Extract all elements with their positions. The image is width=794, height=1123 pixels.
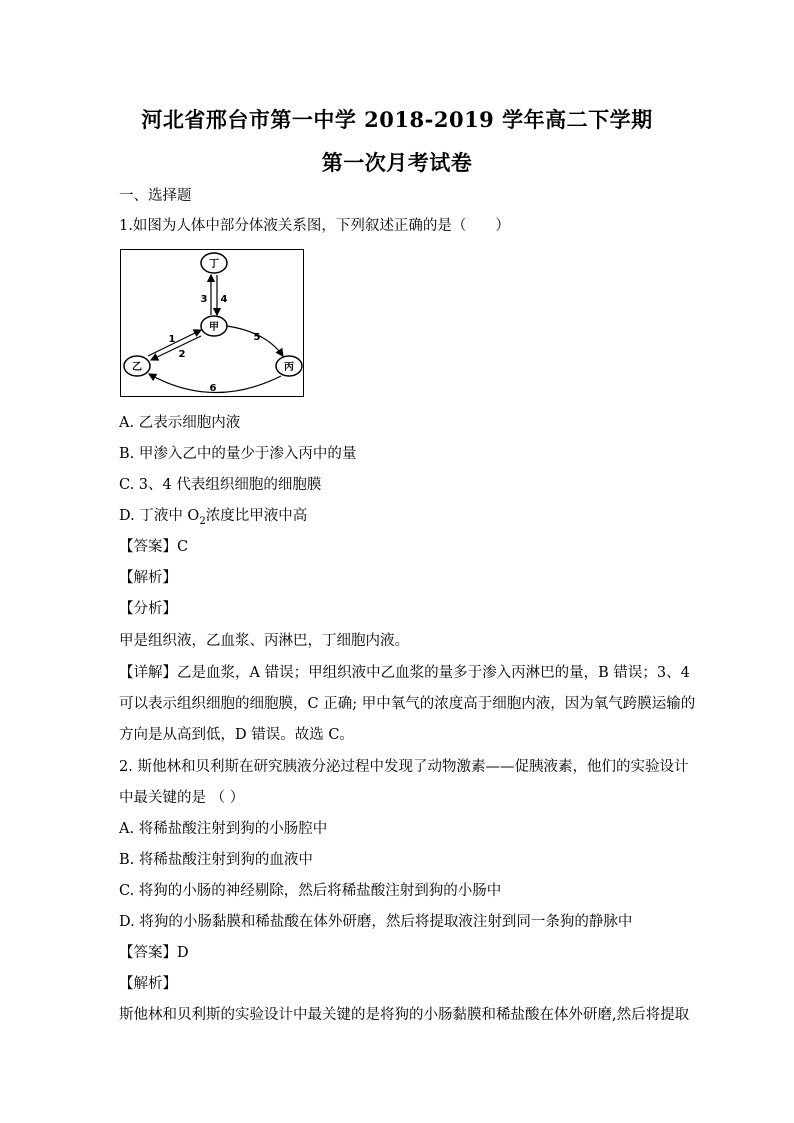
q1-option-d bbox=[119, 506, 307, 532]
q2-option-d: D. 将狗的小肠黏膜和稀盐酸在体外研磨，然后将提取液注射到同一条狗的静脉中 bbox=[119, 914, 633, 930]
q2-option-a: A. 将稀盐酸注射到狗的小肠腔中 bbox=[119, 821, 328, 837]
q2-option-c: C. 将狗的小肠的神经剔除，然后将稀盐酸注射到狗的小肠中 bbox=[119, 883, 502, 899]
arrow-4-label: 4 bbox=[220, 294, 228, 305]
q1-option-a: A. 乙表示细胞内液 bbox=[119, 415, 241, 431]
q1-detail-line1: 【详解】乙是血浆，A 错误；甲组织液中乙血浆的量多于渗入丙淋巴的量，B 错误；3、4 bbox=[119, 665, 690, 681]
q2-stem-line1: 2. 斯他林和贝利斯在研究胰液分泌过程中发现了动物激素——促胰液素，他们的实验设计 bbox=[119, 759, 689, 775]
node-yi-label: 乙 bbox=[132, 362, 142, 373]
arrow-3-label: 3 bbox=[200, 294, 208, 305]
q1-stem: 1.如图为人体中部分体液关系图，下列叙述正确的是（ ） bbox=[119, 218, 510, 234]
q1-fenxi-text: 甲是组织液，乙血浆、丙淋巴，丁细胞内液。 bbox=[119, 633, 409, 649]
node-ding bbox=[201, 253, 227, 273]
q2-stem-line2: 中最关键的是 （ ） bbox=[119, 790, 245, 806]
q1-fenxi-label: 【分析】 bbox=[119, 601, 177, 617]
arrow-6-label: 6 bbox=[209, 383, 217, 394]
q1-detail-line3: 方向是从高到低，D 错误。故选 C。 bbox=[119, 727, 354, 743]
q1-analysis-label: 【解析】 bbox=[119, 570, 177, 586]
doc-title-line2: 第一次月考试卷 bbox=[321, 150, 473, 175]
node-jia bbox=[201, 316, 227, 336]
node-jia-label: 甲 bbox=[209, 322, 219, 333]
arrow-5-label: 5 bbox=[253, 332, 261, 343]
q1-option-d-suffix: 浓度比甲液中高 bbox=[205, 508, 308, 524]
node-bing-label: 丙 bbox=[284, 362, 294, 373]
node-bing bbox=[276, 356, 302, 376]
body-fluid-diagram bbox=[120, 249, 304, 397]
q2-analysis-text: 斯他林和贝利斯的实验设计中最关键的是将狗的小肠黏膜和稀盐酸在体外研磨,然后将提取 bbox=[119, 1007, 690, 1023]
q2-answer: 【答案】D bbox=[119, 945, 189, 961]
q1-option-b: B. 甲渗入乙中的量少于渗入丙中的量 bbox=[119, 446, 357, 462]
node-ding-label: 丁 bbox=[209, 259, 219, 270]
doc-title-line1: 河北省邢台市第一中学 2018-2019 学年高二下学期 bbox=[141, 107, 653, 132]
q1-option-d-sub: 2 bbox=[199, 515, 206, 527]
arrow-1-label: 1 bbox=[168, 334, 176, 345]
q1-option-d-prefix: D. 丁液中 O bbox=[119, 508, 200, 524]
q2-option-b: B. 将稀盐酸注射到狗的血液中 bbox=[119, 852, 313, 868]
section-heading: 一、选择题 bbox=[119, 188, 192, 204]
q1-answer: 【答案】C bbox=[119, 539, 189, 555]
q1-option-c: C. 3、4 代表组织细胞的细胞膜 bbox=[119, 477, 322, 493]
arrow-2-label: 2 bbox=[178, 349, 186, 360]
q1-detail-line2: 可以表示组织细胞的细胞膜，C 正确; 甲中氧气的浓度高于细胞内液，因为氧气跨膜运输的 bbox=[119, 696, 696, 712]
arrow-2 bbox=[151, 336, 201, 360]
q2-analysis-label: 【解析】 bbox=[119, 976, 177, 992]
node-yi bbox=[124, 356, 150, 376]
